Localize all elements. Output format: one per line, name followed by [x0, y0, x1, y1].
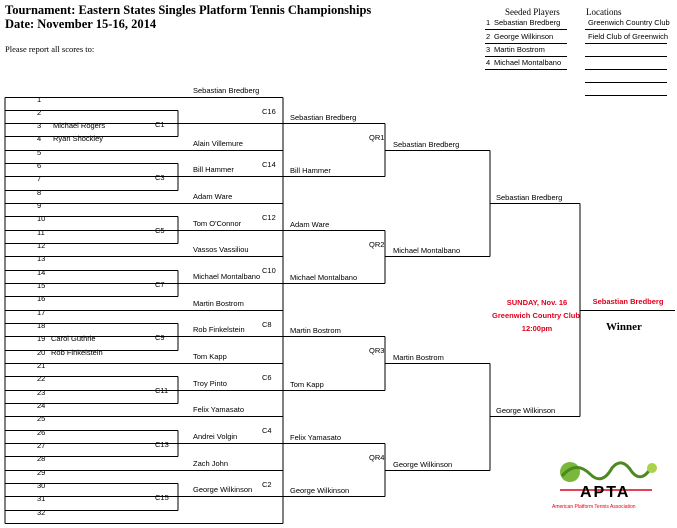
apta-logo	[552, 458, 672, 518]
line-number: 14	[37, 268, 46, 277]
line-number: 9	[37, 201, 42, 210]
round1-top-player: Felix Yamasato	[193, 404, 244, 414]
round1-bottom-player: Rob Finkelstein	[193, 324, 245, 334]
quarter-winner: Michael Montalbano	[393, 245, 461, 255]
round2-match-code: C6	[262, 373, 272, 382]
line-number: 6	[37, 161, 42, 170]
round1-top-player: Adam Ware	[193, 191, 233, 201]
quarter-winner: Sebastian Bredberg	[393, 139, 460, 149]
quarter-match-code: QR3	[369, 346, 385, 355]
line-number: 3	[37, 121, 42, 130]
round1-match-code: C13	[155, 440, 169, 449]
line-number: 31	[37, 494, 46, 503]
line-number: 32	[37, 508, 46, 517]
seed-player: Michael Montalbano	[494, 58, 562, 67]
line-number: 10	[37, 214, 46, 223]
line-player: Rob Finkelstein	[51, 348, 103, 357]
tournament-date: Date: November 15-16, 2014	[5, 17, 157, 31]
line-number: 5	[37, 148, 42, 157]
location-item: Greenwich Country Club	[588, 18, 670, 27]
line-number: 27	[37, 441, 46, 450]
line-number: 7	[37, 174, 42, 183]
line-number: 23	[37, 388, 46, 397]
line-number: 19	[37, 334, 46, 343]
quarter-winner: George Wilkinson	[393, 459, 453, 469]
seed-player: George Wilkinson	[494, 32, 554, 41]
round2-match-code: C10	[262, 266, 276, 275]
line-player: Michael Rogers	[53, 121, 106, 130]
round2-winner: Adam Ware	[290, 219, 330, 229]
round1-top-player: Zach John	[193, 458, 229, 468]
line-number: 24	[37, 401, 46, 410]
seed-number: 2	[486, 32, 491, 41]
line-number: 15	[37, 281, 46, 290]
seed-number: 4	[486, 58, 491, 67]
line-number: 20	[37, 348, 46, 357]
round1-bottom-player: Bill Hammer	[193, 164, 234, 174]
round1-top-player: Tom Kapp	[193, 351, 227, 361]
apta-logo-text: APTA	[580, 484, 631, 501]
round2-winner: Bill Hammer	[290, 165, 331, 175]
round1-match-code: C15	[155, 493, 169, 502]
line-number: 1	[37, 95, 42, 104]
semi-winner: George Wilkinson	[496, 405, 556, 415]
line-number: 26	[37, 428, 46, 437]
round1-top-player: Martin Bostrom	[193, 298, 244, 308]
semi-winner: Sebastian Bredberg	[496, 192, 563, 202]
line-number: 13	[37, 254, 46, 263]
line-number: 29	[37, 468, 46, 477]
line-number: 4	[37, 134, 42, 143]
line-number: 22	[37, 374, 46, 383]
line-number: 30	[37, 481, 46, 490]
line-player: Carol Guthrie	[51, 334, 96, 343]
winner-label: Winner	[606, 321, 642, 333]
line-number: 8	[37, 188, 42, 197]
line-number: 25	[37, 414, 46, 423]
round2-match-code: C4	[262, 426, 272, 435]
round2-winner: Michael Montalbano	[290, 272, 358, 282]
round2-match-code: C16	[262, 107, 276, 116]
seeded-heading: Seeded Players	[505, 7, 560, 17]
round1-top-player: Sebastian Bredberg	[193, 85, 260, 95]
final-time: 12:00pm	[521, 324, 553, 333]
line-number: 16	[37, 294, 46, 303]
location-item: Field Club of Greenwich	[588, 32, 669, 41]
champion-name: Sebastian Bredberg	[592, 297, 664, 306]
line-number: 28	[37, 454, 46, 463]
seed-player: Sebastian Bredberg	[494, 18, 561, 27]
line-number: 17	[37, 308, 46, 317]
round2-winner: Felix Yamasato	[290, 432, 341, 442]
round1-bottom-player: Michael Montalbano	[193, 271, 261, 281]
round1-match-code: C5	[155, 226, 165, 235]
line-number: 21	[37, 361, 46, 370]
quarter-match-code: QR1	[369, 133, 385, 142]
line-number: 2	[37, 108, 42, 117]
round1-match-code: C1	[155, 120, 165, 129]
tournament-title: Tournament: Eastern States Singles Platform Tennis Championships	[5, 3, 372, 17]
apta-logo-subtitle: American Platform Tennis Association	[552, 504, 636, 510]
seed-number: 1	[486, 18, 491, 27]
round2-match-code: C14	[262, 160, 276, 169]
round2-winner: Tom Kapp	[290, 379, 324, 389]
round2-winner: Martin Bostrom	[290, 325, 341, 335]
round1-bottom-player: Troy Pinto	[193, 378, 227, 388]
report-scores-note: Please report all scores to:	[5, 44, 95, 54]
final-day: SUNDAY, Nov. 16	[506, 298, 568, 307]
round2-match-code: C8	[262, 320, 272, 329]
round2-match-code: C2	[262, 480, 272, 489]
round2-winner: George Wilkinson	[290, 485, 350, 495]
round1-bottom-player: Andrei Volgin	[193, 431, 238, 441]
line-number: 18	[37, 321, 46, 330]
round1-match-code: C3	[155, 173, 165, 182]
round2-match-code: C12	[262, 213, 276, 222]
final-venue: Greenwich Country Club	[492, 311, 580, 320]
seed-player: Martin Bostrom	[494, 45, 545, 54]
round2-winner: Sebastian Bredberg	[290, 112, 357, 122]
round1-match-code: C9	[155, 333, 165, 342]
quarter-winner: Martin Bostrom	[393, 352, 444, 362]
quarter-match-code: QR4	[369, 453, 385, 462]
round1-bottom-player: George Wilkinson	[193, 484, 253, 494]
round1-top-player: Alain Villemure	[193, 138, 243, 148]
quarter-match-code: QR2	[369, 240, 385, 249]
round1-bottom-player: Tom O'Connor	[193, 218, 242, 228]
round1-match-code: C7	[155, 280, 165, 289]
line-number: 11	[37, 228, 45, 237]
seed-number: 3	[486, 45, 491, 54]
locations-heading: Locations	[586, 7, 622, 17]
round1-top-player: Vassos Vassiliou	[193, 244, 249, 254]
line-number: 12	[37, 241, 46, 250]
line-player: Ryan Shockley	[53, 134, 104, 143]
round1-match-code: C11	[155, 386, 169, 395]
